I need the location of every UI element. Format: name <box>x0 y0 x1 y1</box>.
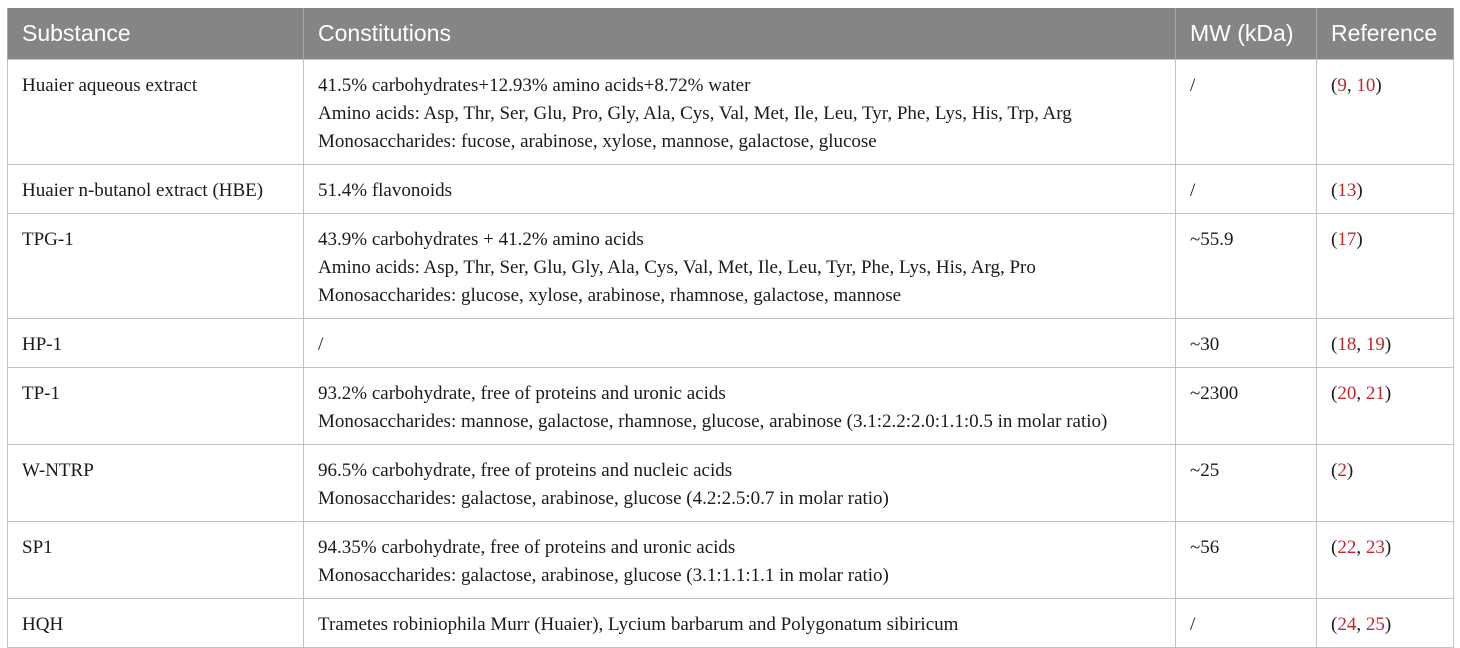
constitution-line: Monosaccharides: mannose, galactose, rhamnose, glucose, arabinose (3.1:2.2:2.0:1.1:0.5 in molar ratio) <box>318 411 1108 432</box>
substance-cell: HQH <box>8 599 304 648</box>
table-row <box>8 60 1454 165</box>
reference-link[interactable]: 17 <box>1337 229 1357 250</box>
mw-cell: ~30 <box>1176 319 1317 368</box>
constitutions-cell <box>304 445 1176 522</box>
reference-link[interactable]: 2 <box>1337 460 1347 481</box>
substance-cell: Huaier n-butanol extract (HBE) <box>8 165 304 214</box>
reference-link[interactable]: 9 <box>1337 75 1347 96</box>
reference-link[interactable]: 10 <box>1356 75 1376 96</box>
header-substance: Substance <box>8 8 304 60</box>
constitution-line: 43.9% carbohydrates + 41.2% amino acids <box>318 229 644 250</box>
constitution-line: Monosaccharides: galactose, arabinose, glucose (4.2:2.5:0.7 in molar ratio) <box>318 488 889 509</box>
reference-link[interactable]: 21 <box>1365 383 1385 404</box>
reference-cell: (13) <box>1317 165 1454 214</box>
table-row <box>8 522 1454 599</box>
constitution-line: Amino acids: Asp, Thr, Ser, Glu, Pro, Gly, Ala, Cys, Val, Met, Ile, Leu, Tyr, Phe, Lys, His, Trp, Arg <box>318 103 1072 124</box>
reference-cell: (22, 23) <box>1317 522 1454 599</box>
substance-cell: W-NTRP <box>8 445 304 522</box>
reference-cell: (2) <box>1317 445 1454 522</box>
reference-link[interactable]: 13 <box>1337 180 1357 201</box>
constitution-line: Trametes robiniophila Murr (Huaier), Lycium barbarum and Polygonatum sibiricum <box>318 614 959 635</box>
constitutions-cell <box>304 368 1176 445</box>
table-row <box>8 599 1454 648</box>
constitution-line: Monosaccharides: glucose, xylose, arabinose, rhamnose, galactose, mannose <box>318 285 902 306</box>
reference-cell: (24, 25) <box>1317 599 1454 648</box>
constitution-line: 41.5% carbohydrates+12.93% amino acids+8.72% water <box>318 75 751 96</box>
constitution-line: 94.35% carbohydrate, free of proteins and uronic acids <box>318 537 736 558</box>
mw-cell: / <box>1176 60 1317 165</box>
constitution-line: 93.2% carbohydrate, free of proteins and uronic acids <box>318 383 726 404</box>
table-row <box>8 165 1454 214</box>
constitutions-cell <box>304 165 1176 214</box>
table-row <box>8 368 1454 445</box>
constitutions-cell <box>304 60 1176 165</box>
reference-cell: (18, 19) <box>1317 319 1454 368</box>
constitution-line: Monosaccharides: fucose, arabinose, xylose, mannose, galactose, glucose <box>318 131 877 152</box>
substance-cell: Huaier aqueous extract <box>8 60 304 165</box>
constitution-line: 96.5% carbohydrate, free of proteins and nucleic acids <box>318 460 733 481</box>
table-row <box>8 214 1454 319</box>
mw-cell: ~2300 <box>1176 368 1317 445</box>
mw-cell: ~25 <box>1176 445 1317 522</box>
substance-cell: TPG-1 <box>8 214 304 319</box>
constitutions-cell <box>304 214 1176 319</box>
reference-link[interactable]: 23 <box>1365 537 1385 558</box>
mw-cell: ~55.9 <box>1176 214 1317 319</box>
header-mw: MW (kDa) <box>1176 8 1317 60</box>
reference-link[interactable]: 25 <box>1365 614 1385 635</box>
constitution-line: / <box>318 334 324 355</box>
reference-link[interactable]: 24 <box>1337 614 1357 635</box>
mw-cell: / <box>1176 599 1317 648</box>
header-reference: Reference <box>1317 8 1454 60</box>
reference-cell: (17) <box>1317 214 1454 319</box>
constitutions-cell <box>304 319 1176 368</box>
constitutions-cell <box>304 522 1176 599</box>
constitutions-cell <box>304 599 1176 648</box>
header-constitutions: Constitutions <box>304 8 1176 60</box>
substance-cell: SP1 <box>8 522 304 599</box>
table-row <box>8 319 1454 368</box>
table-row <box>8 445 1454 522</box>
composition-table <box>7 8 1454 648</box>
reference-link[interactable]: 22 <box>1337 537 1357 558</box>
mw-cell: / <box>1176 165 1317 214</box>
reference-cell: (20, 21) <box>1317 368 1454 445</box>
mw-cell: ~56 <box>1176 522 1317 599</box>
substance-cell: HP-1 <box>8 319 304 368</box>
reference-cell: (9, 10) <box>1317 60 1454 165</box>
reference-link[interactable]: 19 <box>1365 334 1385 355</box>
header-row <box>8 8 1454 60</box>
table-container <box>7 8 1453 648</box>
substance-cell: TP-1 <box>8 368 304 445</box>
reference-link[interactable]: 18 <box>1337 334 1357 355</box>
reference-link[interactable]: 20 <box>1337 383 1357 404</box>
constitution-line: 51.4% flavonoids <box>318 180 453 201</box>
constitution-line: Amino acids: Asp, Thr, Ser, Glu, Gly, Ala, Cys, Val, Met, Ile, Leu, Tyr, Phe, Lys, His, Arg, Pro <box>318 257 1036 278</box>
constitution-line: Monosaccharides: galactose, arabinose, glucose (3.1:1.1:1.1 in molar ratio) <box>318 565 889 586</box>
